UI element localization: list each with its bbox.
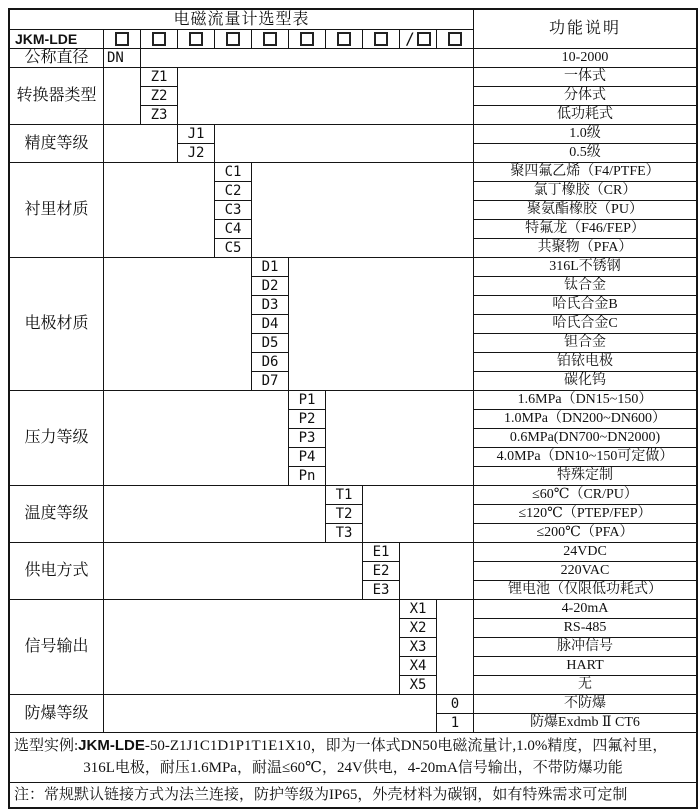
desc-cell: 聚四氟乙烯（F4/PTFE） — [474, 163, 696, 182]
code-cell: Z2 — [141, 87, 178, 106]
label-electrode-material: 电极材质 — [10, 258, 104, 391]
selection-table — [8, 8, 698, 809]
label-power-supply: 供电方式 — [10, 543, 104, 600]
code-cell: X1 — [400, 600, 437, 619]
code-cell: X4 — [400, 657, 437, 676]
code-cell: P2 — [289, 410, 326, 429]
checkbox-cell-p — [289, 30, 326, 49]
code-cell: C5 — [215, 239, 252, 258]
desc-cell: 碳化钨 — [474, 372, 696, 391]
checkbox-icon[interactable] — [263, 32, 277, 46]
checkbox-cell-x — [400, 30, 437, 49]
desc-cell: 无 — [474, 676, 696, 695]
checkbox-icon[interactable] — [152, 32, 166, 46]
desc-cell: 脉冲信号 — [474, 638, 696, 657]
spacer-cell — [363, 486, 474, 543]
desc-cell: 4.0MPa（DN10~150可定做） — [474, 448, 696, 467]
checkbox-cell-z — [141, 30, 178, 49]
spacer-cell — [104, 391, 289, 486]
desc-cell: 钽合金 — [474, 334, 696, 353]
checkbox-icon[interactable] — [115, 32, 129, 46]
desc-cell: 一体式 — [474, 68, 696, 87]
code-cell: D2 — [252, 277, 289, 296]
code-cell: P3 — [289, 429, 326, 448]
checkbox-cell-j — [178, 30, 215, 49]
desc-cell: HART — [474, 657, 696, 676]
code-cell: D7 — [252, 372, 289, 391]
desc-cell: 0.6MPa(DN700~DN2000) — [474, 429, 696, 448]
code-cell: X5 — [400, 676, 437, 695]
code-cell: D1 — [252, 258, 289, 277]
code-cell: C4 — [215, 220, 252, 239]
desc-cell: 哈氏合金B — [474, 296, 696, 315]
label-lining-material: 衬里材质 — [10, 163, 104, 258]
code-cell: J2 — [178, 144, 215, 163]
code-cell: D4 — [252, 315, 289, 334]
checkbox-icon[interactable] — [189, 32, 203, 46]
desc-cell: 钛合金 — [474, 277, 696, 296]
checkbox-icon[interactable] — [448, 32, 462, 46]
desc-cell: 316L不锈钢 — [474, 258, 696, 277]
spacer-cell — [400, 543, 474, 600]
code-cell: 0 — [437, 695, 474, 714]
checkbox-icon[interactable] — [300, 32, 314, 46]
label-accuracy: 精度等级 — [10, 125, 104, 163]
code-cell: T1 — [326, 486, 363, 505]
label-explosion-proof: 防爆等级 — [10, 695, 104, 733]
code-cell: C1 — [215, 163, 252, 182]
spacer-cell — [104, 486, 326, 543]
code-cell: D5 — [252, 334, 289, 353]
desc-cell: RS-485 — [474, 619, 696, 638]
spacer-cell — [178, 68, 474, 125]
desc-cell: ≤200℃（PFA） — [474, 524, 696, 543]
desc-cell: 哈氏合金C — [474, 315, 696, 334]
table-title: 电磁流量计选型表 — [10, 10, 474, 30]
spacer-cell — [104, 543, 363, 600]
label-pressure: 压力等级 — [10, 391, 104, 486]
code-cell: X2 — [400, 619, 437, 638]
code-cell: T2 — [326, 505, 363, 524]
desc-cell: 0.5级 — [474, 144, 696, 163]
spacer-cell — [252, 163, 474, 258]
code-cell: C3 — [215, 201, 252, 220]
code-cell: C2 — [215, 182, 252, 201]
desc-cell: 4-20mA — [474, 600, 696, 619]
checkbox-icon[interactable] — [226, 32, 240, 46]
label-temperature: 温度等级 — [10, 486, 104, 543]
desc-cell: 24VDC — [474, 543, 696, 562]
desc-cell: 不防爆 — [474, 695, 696, 714]
code-cell: E1 — [363, 543, 400, 562]
spacer-cell — [437, 600, 474, 695]
checkbox-cell-c — [215, 30, 252, 49]
code-cell: D6 — [252, 353, 289, 372]
checkbox-icon[interactable] — [374, 32, 388, 46]
label-diameter: 公称直径 — [10, 49, 104, 68]
spacer-cell — [326, 391, 474, 486]
desc-cell: 锂电池（仅限低功耗式） — [474, 581, 696, 600]
desc-cell: ≤60℃（CR/PU） — [474, 486, 696, 505]
spacer-cell — [104, 125, 178, 163]
code-cell: 1 — [437, 714, 474, 733]
checkbox-icon[interactable] — [417, 32, 431, 46]
spacer-cell — [141, 49, 474, 68]
spacer-cell — [104, 600, 400, 695]
desc-cell: 防爆Exdmb Ⅱ CT6 — [474, 714, 696, 733]
code-cell: D3 — [252, 296, 289, 315]
desc-cell: 分体式 — [474, 87, 696, 106]
code-cell: Z3 — [141, 106, 178, 125]
spacer-cell — [289, 258, 474, 391]
spacer-cell — [104, 258, 252, 391]
desc-cell: 特氟龙（F46/FEP） — [474, 220, 696, 239]
checkbox-cell-t — [326, 30, 363, 49]
code-cell: Pn — [289, 467, 326, 486]
desc-cell: 氯丁橡胶（CR） — [474, 182, 696, 201]
desc-cell: 聚氨酯橡胶（PU） — [474, 201, 696, 220]
spacer-cell — [104, 68, 141, 125]
example-line1: 选型实例:JKM-LDE-50-Z1J1C1D1P1T1E1X10，即为一体式DN50电磁流量计,1.0%精度，四氟衬里， — [14, 737, 668, 755]
model-prefix-label: JKM-LDE — [10, 30, 104, 49]
label-signal-output: 信号输出 — [10, 600, 104, 695]
code-cell: J1 — [178, 125, 215, 144]
checkbox-icon[interactable] — [337, 32, 351, 46]
example-model-code: JKM-LDE — [78, 737, 145, 755]
desc-cell: 共聚物（PFA） — [474, 239, 696, 258]
desc-cell: 10-2000 — [474, 49, 696, 68]
desc-cell: ≤120℃（PTEP/FEP） — [474, 505, 696, 524]
spacer-cell — [104, 695, 437, 733]
desc-cell: 1.0MPa（DN200~DN600） — [474, 410, 696, 429]
desc-cell: 铂铱电极 — [474, 353, 696, 372]
code-cell: E2 — [363, 562, 400, 581]
desc-cell: 220VAC — [474, 562, 696, 581]
selection-example — [10, 733, 696, 783]
desc-cell: 特殊定制 — [474, 467, 696, 486]
code-cell: E3 — [363, 581, 400, 600]
checkbox-cell-ex — [437, 30, 474, 49]
function-desc-header: 功能说明 — [474, 10, 696, 49]
spacer-cell — [104, 163, 215, 258]
code-cell: DN — [104, 49, 141, 68]
slash-mark: / — [405, 30, 415, 48]
code-cell: X3 — [400, 638, 437, 657]
spacer-cell — [215, 125, 474, 163]
desc-cell: 1.6MPa（DN15~150） — [474, 391, 696, 410]
checkbox-cell-e — [363, 30, 400, 49]
example-line2: 316L电极，耐压1.6MPa，耐温≤60℃，24V供电，4-20mA信号输出，不带防爆功能 — [83, 760, 623, 776]
desc-cell: 1.0级 — [474, 125, 696, 144]
note-text: 注：常规默认链接方式为法兰连接，防护等级为IP65，外壳材料为碳钢，如有特殊需求可定制 — [14, 786, 628, 803]
code-cell: T3 — [326, 524, 363, 543]
checkbox-cell-dn — [104, 30, 141, 49]
label-converter-type: 转换器类型 — [10, 68, 104, 125]
code-cell: P1 — [289, 391, 326, 410]
desc-cell: 低功耗式 — [474, 106, 696, 125]
code-cell: P4 — [289, 448, 326, 467]
checkbox-cell-d — [252, 30, 289, 49]
code-cell: Z1 — [141, 68, 178, 87]
